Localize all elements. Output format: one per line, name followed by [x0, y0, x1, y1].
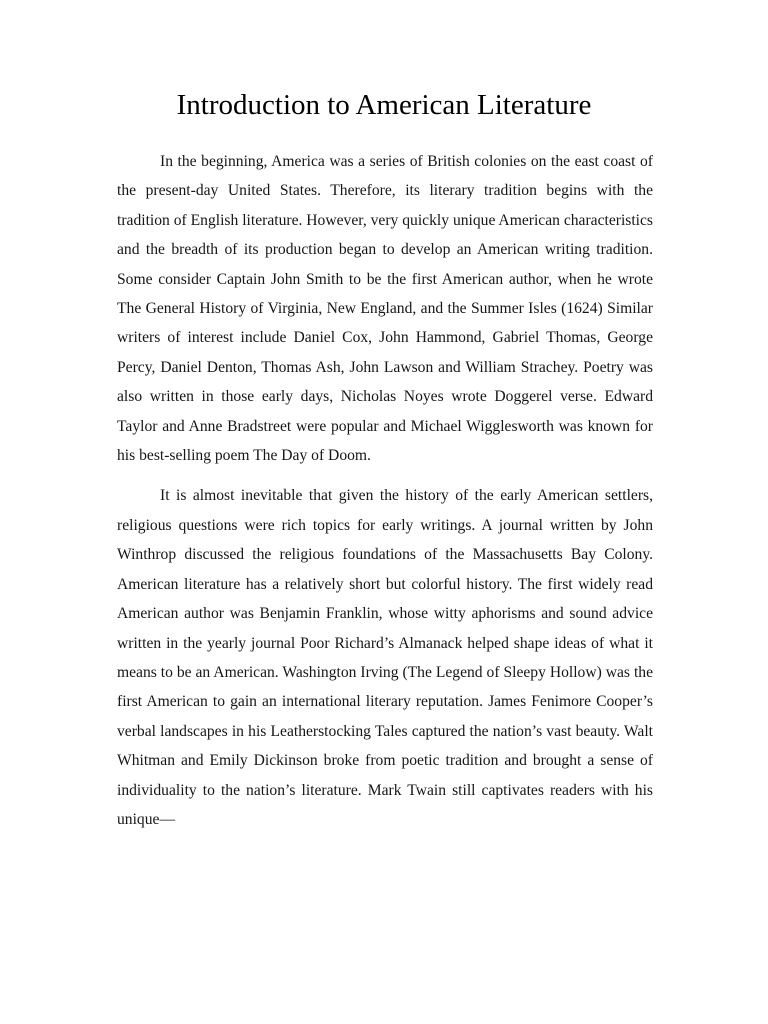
- document-body: [117, 147, 653, 834]
- paragraph-1: In the beginning, America was a series of British colonies on the east coast of the present-day United States. Therefore, its literary tradition begins with the tradition of English literature. However, very quickly unique American characteristics and the breadth of its production began to develop an American writing tradition. Some consider Captain John Smith to be the first American author, when he wrote The General History of Virginia, New England, and the Summer Isles (1624) Similar writers of interest include Daniel Cox, John Hammond, Gabriel Thomas, George Percy, Daniel Denton, Thomas Ash, John Lawson and William Strachey. Poetry was also written in those early days, Nicholas Noyes wrote Doggerel verse. Edward Taylor and Anne Bradstreet were popular and Michael Wigglesworth was known for his best-selling poem The Day of Doom.: [117, 153, 653, 465]
- paragraph-2: It is almost inevitable that given the history of the early American settlers, religious questions were rich topics for early writings. A journal written by John Winthrop discussed the religious foundations of the Massachusetts Bay Colony. American literature has a relatively short but colorful history. The first widely read American author was Benjamin Franklin, whose witty aphorisms and sound advice written in the yearly journal Poor Richard’s Almanack helped shape ideas of what it means to be an American. Washington Irving (The Legend of Sleepy Hollow) was the first American to gain an international literary reputation. James Fenimore Cooper’s verbal landscapes in his Leatherstocking Tales captured the nation’s vast beauty. Walt Whitman and Emily Dickinson broke from poetic tradition and brought a sense of individuality to the nation’s literature. Mark Twain still captivates readers with his unique—: [117, 487, 653, 828]
- page-title: Introduction to American Literature: [176, 89, 592, 121]
